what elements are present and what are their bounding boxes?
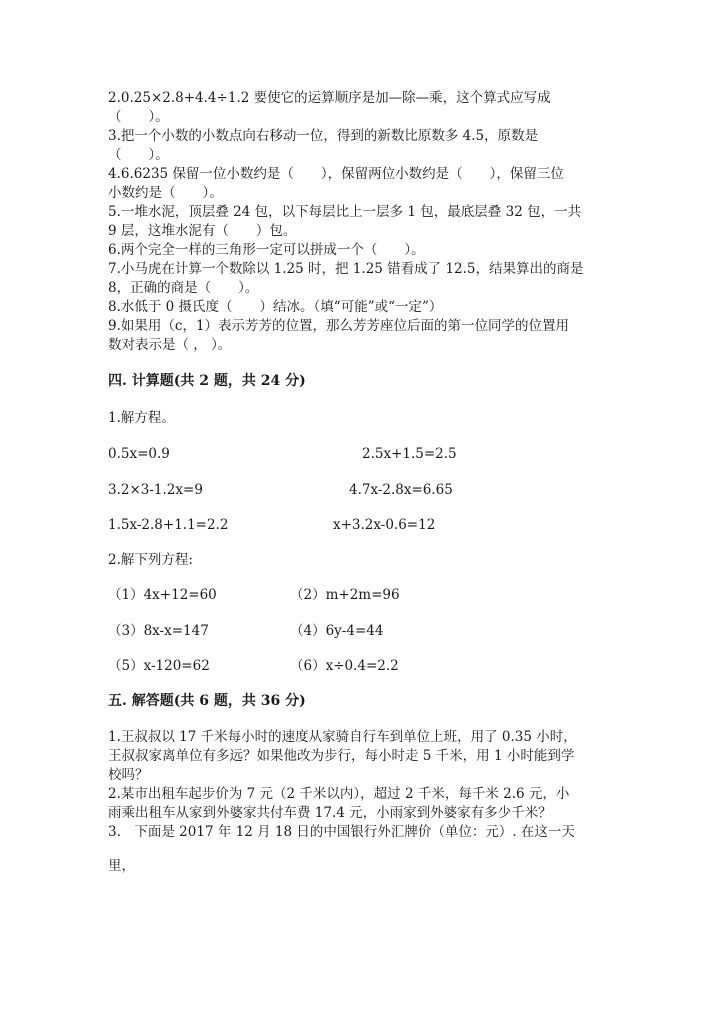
equation: 2.5x+1.5=2.5 <box>362 446 457 462</box>
answer-q3-line-2: 里， <box>108 858 135 874</box>
calc-q1-title: 1.解方程。 <box>108 410 175 426</box>
q5-line-2: 9 层，这堆水泥有（ ）包。 <box>108 223 297 239</box>
q5-line-1: 5.一堆水泥，顶层叠 24 包，以下每层比上一层多 1 包，最底层叠 32 包，一共 <box>108 204 582 220</box>
equation: 1.5x-2.8+1.1=2.2 <box>108 517 229 533</box>
q9-line-2: 数对表示是（ ， ）。 <box>108 337 232 353</box>
equation: （6）x÷0.4=2.2 <box>290 658 399 674</box>
equation: 4.7x-2.8x=6.65 <box>349 482 453 498</box>
q3-line-2: （ ）。 <box>108 147 169 163</box>
q2-line-2: （ ）。 <box>108 109 169 125</box>
equation: （4）6y-4=44 <box>290 623 384 639</box>
calc-q2-title: 2.解下列方程: <box>108 552 193 568</box>
equation: （5）x-120=62 <box>108 658 210 674</box>
section-4-heading: 四. 计算题(共 2 题，共 24 分) <box>108 373 306 389</box>
equation: x+3.2x-0.6=12 <box>333 517 436 533</box>
q2-line-1: 2.0.25×2.8+4.4÷1.2 要使它的运算顺序是加—除—乘，这个算式应写成 <box>108 90 551 106</box>
equation: （3）8x-x=147 <box>108 623 209 639</box>
answer-q2-line-2: 雨乘出租车从家到外婆家共付车费 17.4 元，小雨家到外婆家有多少千米？ <box>108 805 552 821</box>
answer-q3-line-1: 3. 下面是 2017 年 12 月 18 日的中国银行外汇牌价（单位：元）. 在这一天 <box>108 824 575 840</box>
q4-line-2: 小数约是（ ）。 <box>108 185 223 201</box>
answer-q1-line-1: 1.王叔叔以 17 千米每小时的速度从家骑自行车到单位上班，用了 0.35 小时， <box>108 729 577 745</box>
equation: 0.5x=0.9 <box>108 446 170 462</box>
q9-line-1: 9.如果用（c，1）表示芳芳的位置，那么芳芳座位后面的第一位同学的位置用 <box>108 318 570 334</box>
equation: （2）m+2m=96 <box>290 587 400 603</box>
q8-line-1: 8.水低于 0 摄氏度（ ）结冰。（填“可能”或“一定”） <box>108 299 443 315</box>
section-5-heading: 五. 解答题(共 6 题，共 36 分) <box>108 693 306 709</box>
answer-q1-line-3: 校吗？ <box>108 767 149 783</box>
q6-line-1: 6.两个完全一样的三角形一定可以拼成一个（ ）。 <box>108 242 425 258</box>
answer-q2-line-1: 2.某市出租车起步价为 7 元（2 千米以内），超过 2 千米，每千米 2.6 元，小 <box>108 786 570 802</box>
q7-line-1: 7.小马虎在计算一个数除以 1.25 时，把 1.25 错看成了 12.5，结果算出的商是 <box>108 261 584 277</box>
equation: （1）4x+12=60 <box>108 587 217 603</box>
q7-line-2: 8，正确的商是（ ）。 <box>108 280 259 296</box>
equation: 3.2×3-1.2x=9 <box>108 482 203 498</box>
q4-line-1: 4.6.6235 保留一位小数约是（ ），保留两位小数约是（ ），保留三位 <box>108 166 564 182</box>
q3-line-1: 3.把一个小数的小数点向右移动一位，得到的新数比原数多 4.5，原数是 <box>108 128 539 144</box>
answer-q1-line-2: 王叔叔家离单位有多远？如果他改为步行，每小时走 5 千米，用 1 小时能到学 <box>108 748 575 764</box>
